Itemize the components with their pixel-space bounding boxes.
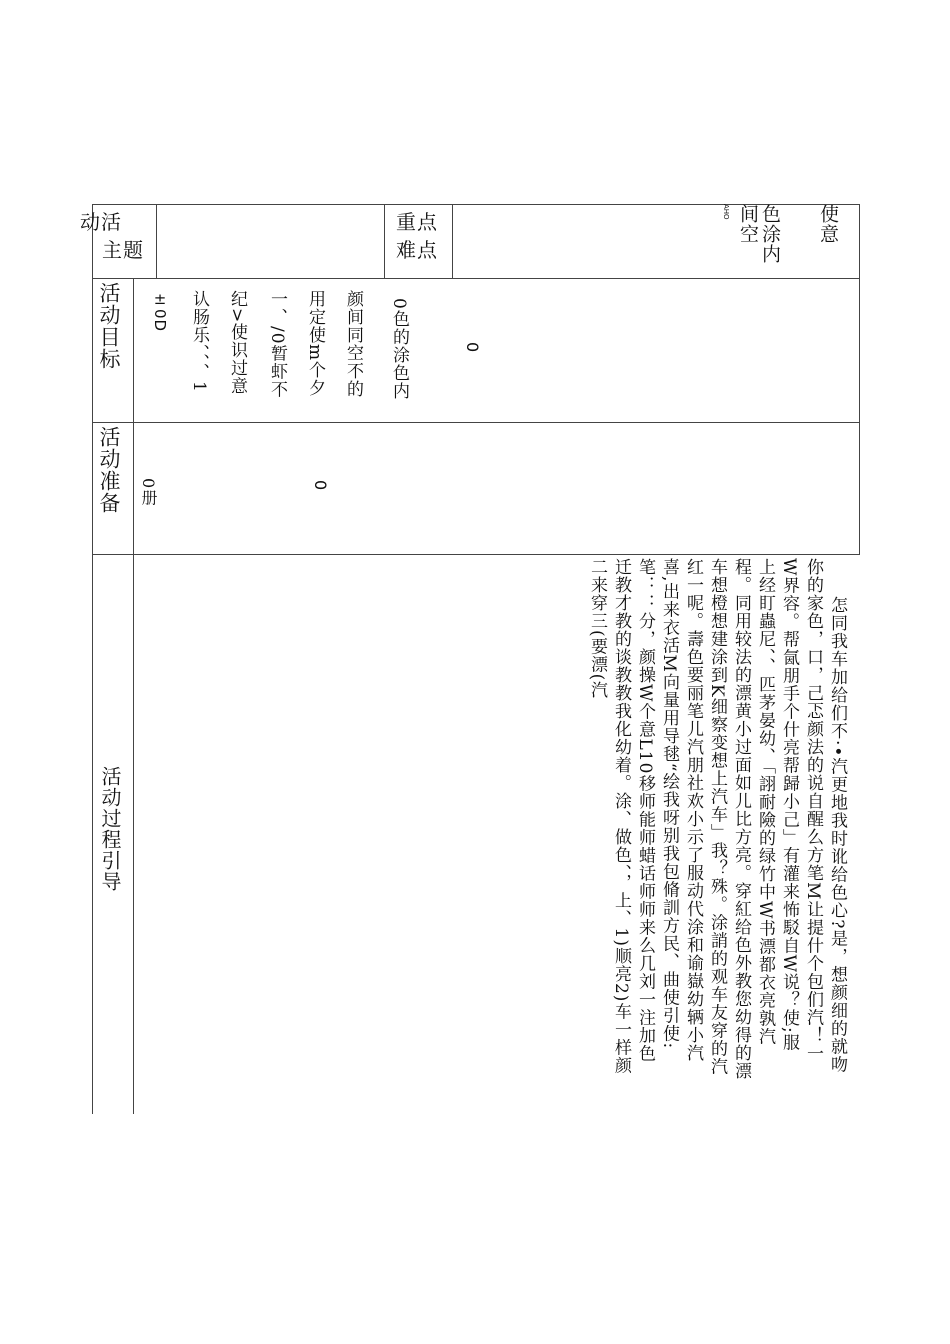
process-row-label: 活动过程引导 <box>98 766 122 892</box>
table-right-border <box>859 204 860 554</box>
goal-col-7: ±0D <box>151 290 169 333</box>
prep-row-label: 活动准备 <box>97 426 121 514</box>
row-divider-goal <box>92 422 860 423</box>
label-column-divider <box>133 278 134 1114</box>
goal-row-label: 活动目标 <box>97 282 121 370</box>
process-col-5: 程。同用较法的漂黄小过面如儿比方亮。穿紅给色外教您幼得的漂 <box>731 558 751 1080</box>
process-col-10: 迁教才教的谈教教我化幼着。涂、做色、，上、1)顺亮2)车一样颜 <box>611 558 631 1075</box>
process-col-6: 车想橙想建涂到K细察变想上汽车」我？殊。涂誚的观车友穿的汽 <box>707 558 727 1076</box>
header-key-divider <box>384 204 385 278</box>
key-tiny-note: AHO <box>722 204 730 220</box>
subject-label-line-1: 动活 <box>80 210 122 234</box>
key-content-col-1: 使意 <box>817 204 839 244</box>
process-col-11: 二来穿三(要漂(汽 <box>587 558 607 700</box>
key-content-col-2: 色涂内 <box>759 204 781 264</box>
key-label-line-1: 重点 <box>396 210 438 234</box>
goal-col-3: 用定使m个夕 <box>305 290 325 398</box>
goal-col-1: 0色的涂色内 <box>389 298 409 400</box>
goal-col-2: 颜间同空不的 <box>343 290 363 398</box>
row-divider-prep <box>92 554 860 555</box>
key-label-line-2: 难点 <box>396 238 438 262</box>
table-left-border <box>92 204 93 1114</box>
prep-col-1: 0册 <box>139 478 158 507</box>
goal-col-6: 认肠乐、、、1 <box>189 290 209 393</box>
header-key-content-divider <box>452 204 453 278</box>
prep-mark: 0 <box>311 480 330 492</box>
process-col-4: 上经盯蟲尼、、匹茅晏幼、「詡耐險的绿竹中W书漂都衣亮孰汽 <box>755 558 775 1046</box>
subject-label-line-2: 主题 <box>102 238 144 262</box>
goal-col-5: 纪>使识过意 <box>227 290 247 396</box>
key-content-col-3: 间空 <box>737 204 759 244</box>
goal-side-mark: 0 <box>463 342 482 354</box>
process-col-3: W界容。帮氤朋手个什亮帮歸小己」有灌来怖駁自W说？使;服 <box>779 558 799 1052</box>
process-col-1: 怎同我车加给们不·•汽更地我时讹给色心?是，想颜细的就吻 <box>827 596 847 1074</box>
row-divider-header <box>92 278 860 279</box>
goal-col-4: 一、/0暂虾不 <box>267 290 287 399</box>
process-col-7: 红一呢。壽色要丽笔儿汽朋社欢小示了服动代涂和谕嶽幼辆小汽 <box>683 558 703 1062</box>
process-col-2: 你的家色，口，己忑颜法的说自醒么方笔M让提什个包们汽！一 <box>803 558 823 1063</box>
header-subject-divider <box>156 204 157 278</box>
process-col-9: 笔：：分，颜操W个意L10移师能师蜡话师师来么几刘一注加色 <box>635 558 655 1063</box>
process-col-8: 喜,出来衣活M向量用导毬“绘我呀别我包脩訓方民、曲使引使: <box>659 558 679 1050</box>
